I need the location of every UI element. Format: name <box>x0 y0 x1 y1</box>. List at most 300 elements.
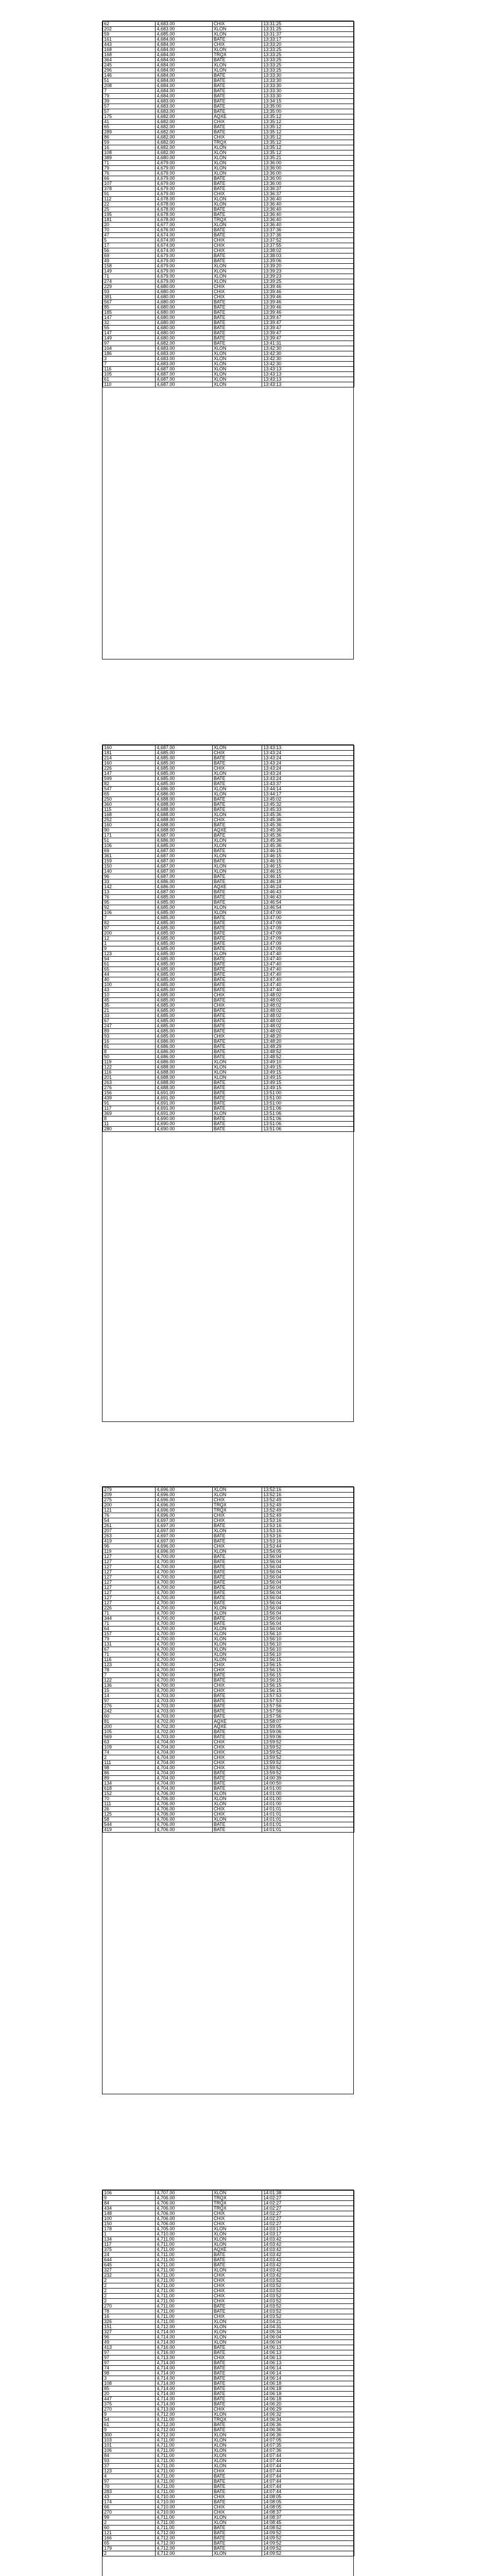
table-row <box>103 1735 354 1740</box>
venue-cell: XLON <box>212 2319 262 2325</box>
price-cell: 4,674.00 <box>156 238 212 243</box>
time-cell: 13:43:24 <box>262 756 354 761</box>
time-cell: 13:47:09 <box>262 946 354 952</box>
price-cell: 4,700.00 <box>156 1616 212 1621</box>
table-row <box>103 1755 354 1760</box>
venue-cell: TRQX <box>212 2196 262 2201</box>
table-row <box>103 833 354 838</box>
table-row <box>103 1699 354 1704</box>
venue-cell: CHIX <box>212 2355 262 2361</box>
price-cell: 4,685.00 <box>156 895 212 900</box>
venue-cell: BATE <box>212 1693 262 1699</box>
table-row <box>103 37 354 42</box>
time-cell: 14:07:44 <box>262 2464 354 2469</box>
shares-cell: 74 <box>103 2366 156 2371</box>
time-cell: 13:42:30 <box>262 357 354 362</box>
venue-cell: BATE <box>212 1673 262 1678</box>
time-cell: 13:47:40 <box>262 972 354 977</box>
time-cell: 14:06:32 <box>262 2412 354 2417</box>
time-cell: 14:03:52 <box>262 2314 354 2319</box>
venue-cell: XLON <box>212 362 262 367</box>
price-cell: 4,700.00 <box>156 1683 212 1688</box>
venue-cell: CHIX <box>212 2222 262 2227</box>
time-cell: 13:46:15 <box>262 859 354 864</box>
price-cell: 4,680.00 <box>156 320 212 326</box>
venue-cell: CHIX <box>212 2299 262 2304</box>
price-cell: 4,685.00 <box>156 921 212 926</box>
time-cell: 13:52:16 <box>262 1493 354 1498</box>
price-cell: 4,703.00 <box>156 1704 212 1709</box>
time-cell: 14:09:52 <box>262 2541 354 2546</box>
table-row <box>103 1580 354 1585</box>
time-cell: 14:07:05 <box>262 2438 354 2443</box>
time-cell: 13:59:06 <box>262 1735 354 1740</box>
table-row <box>103 761 354 766</box>
price-cell: 4,685.00 <box>156 1034 212 1039</box>
shares-cell: 280 <box>103 1127 156 1132</box>
time-cell: 13:39:23 <box>262 274 354 279</box>
table-row <box>103 1647 354 1652</box>
shares-cell: 127 <box>103 1580 156 1585</box>
shares-cell: 7 <box>103 1673 156 1678</box>
price-cell: 4,711.00 <box>156 2278 212 2283</box>
price-cell: 4,712.00 <box>156 2412 212 2417</box>
shares-cell: 361 <box>103 854 156 859</box>
table-row <box>103 2505 354 2510</box>
table-row <box>103 1065 354 1070</box>
table-row <box>103 1797 354 1802</box>
venue-cell: XLON <box>212 2459 262 2464</box>
table-row <box>103 2216 354 2222</box>
price-cell: 4,686.00 <box>156 1039 212 1044</box>
price-cell: 4,714.00 <box>156 2330 212 2335</box>
price-cell: 4,685.00 <box>156 900 212 905</box>
shares-cell: 136 <box>103 1683 156 1688</box>
venue-cell: BATE <box>212 1730 262 1735</box>
venue-cell: BATE <box>212 1621 262 1626</box>
table-row <box>103 2222 354 2227</box>
venue-cell: XLON <box>212 1487 262 1493</box>
price-cell: 4,697.00 <box>156 1539 212 1544</box>
price-cell: 4,686.00 <box>156 787 212 792</box>
time-cell: 13:46:24 <box>262 885 354 890</box>
time-cell: 13:35:00 <box>262 104 354 109</box>
shares-cell: 61 <box>103 2422 156 2428</box>
time-cell: 13:39:47 <box>262 331 354 336</box>
price-cell: 4,684.00 <box>156 68 212 73</box>
time-cell: 13:59:05 <box>262 1724 354 1730</box>
table-row <box>103 2397 354 2402</box>
venue-cell: XLON <box>212 771 262 776</box>
price-cell: 4,684.00 <box>156 78 212 83</box>
venue-cell: XLON <box>212 1111 262 1116</box>
venue-cell: XLON <box>212 367 262 372</box>
table-row <box>103 2407 354 2412</box>
shares-cell: 43 <box>103 2495 156 2500</box>
shares-cell: 76 <box>103 171 156 176</box>
price-cell: 4,711.00 <box>156 2273 212 2278</box>
time-cell: 13:37:52 <box>262 238 354 243</box>
price-cell: 4,710.00 <box>156 2500 212 2505</box>
price-cell: 4,687.00 <box>156 382 212 387</box>
time-cell: 14:01:01 <box>262 1817 354 1822</box>
shares-cell: 117 <box>103 1106 156 1111</box>
table-row <box>103 382 354 387</box>
table-row <box>103 2196 354 2201</box>
shares-cell: 1 <box>103 941 156 946</box>
table-row <box>103 2479 354 2484</box>
price-cell: 4,685.00 <box>156 766 212 771</box>
price-cell: 4,696.00 <box>156 1549 212 1554</box>
venue-cell: CHIX <box>212 295 262 300</box>
price-cell: 4,696.00 <box>156 1487 212 1493</box>
table-row <box>103 156 354 161</box>
price-cell: 4,700.00 <box>156 1632 212 1637</box>
time-cell: 14:07:44 <box>262 2484 354 2489</box>
shares-cell: 2 <box>103 1755 156 1760</box>
shares-cell: 93 <box>103 2459 156 2464</box>
table-row <box>103 1539 354 1544</box>
price-cell: 4,691.00 <box>156 1101 212 1106</box>
shares-cell: 413 <box>103 2345 156 2350</box>
table-row <box>103 756 354 761</box>
venue-cell: XLON <box>212 156 262 161</box>
shares-cell: 84 <box>103 2201 156 2206</box>
venue-cell: BATE <box>212 2422 262 2428</box>
time-cell: 14:06:20 <box>262 2402 354 2407</box>
price-cell: 4,703.00 <box>156 1693 212 1699</box>
price-cell: 4,682.00 <box>156 140 212 145</box>
time-cell: 13:36:00 <box>262 181 354 187</box>
price-cell: 4,679.00 <box>156 187 212 192</box>
venue-cell: CHIX <box>212 1812 262 1817</box>
time-cell: 13:46:15 <box>262 874 354 879</box>
time-cell: 13:51:06 <box>262 1127 354 1132</box>
price-cell: 4,685.00 <box>156 957 212 962</box>
time-cell: 14:03:52 <box>262 2289 354 2294</box>
price-cell: 4,685.00 <box>156 977 212 982</box>
time-cell: 13:46:43 <box>262 890 354 895</box>
table-row <box>103 874 354 879</box>
time-cell: 14:01:00 <box>262 1791 354 1797</box>
table-row <box>103 202 354 207</box>
table-row <box>103 140 354 145</box>
shares-cell: 447 <box>103 2397 156 2402</box>
shares-cell: 67 <box>103 1019 156 1024</box>
table-row <box>103 854 354 859</box>
venue-cell: CHIX <box>212 1745 262 1750</box>
price-cell: 4,687.00 <box>156 869 212 874</box>
venue-cell: CHIX <box>212 1498 262 1503</box>
shares-cell: 344 <box>103 1616 156 1621</box>
venue-cell: CHIX <box>212 2505 262 2510</box>
time-cell: 13:39:25 <box>262 279 354 284</box>
shares-cell: 14 <box>103 1693 156 1699</box>
time-cell: 13:45:02 <box>262 797 354 802</box>
table-row <box>103 1683 354 1688</box>
venue-cell: BATE <box>212 941 262 946</box>
table-row <box>103 1575 354 1580</box>
time-cell: 13:56:15 <box>262 1673 354 1678</box>
shares-cell: 71 <box>103 1611 156 1616</box>
time-cell: 13:56:15 <box>262 1688 354 1693</box>
time-cell: 13:45:36 <box>262 838 354 843</box>
time-cell: 14:06:18 <box>262 2392 354 2397</box>
price-cell: 4,711.00 <box>156 2237 212 2242</box>
shares-cell: 121 <box>103 1508 156 1513</box>
table-row <box>103 2551 354 2556</box>
price-cell: 4,704.00 <box>156 1750 212 1755</box>
shares-cell: 274 <box>103 279 156 284</box>
table-row <box>103 2443 354 2448</box>
price-cell: 4,704.00 <box>156 1786 212 1791</box>
time-cell: 13:39:47 <box>262 320 354 326</box>
table-row <box>103 284 354 290</box>
price-cell: 4,702.00 <box>156 1730 212 1735</box>
time-cell: 14:04:21 <box>262 2319 354 2325</box>
table-row <box>103 181 354 187</box>
price-cell: 4,712.00 <box>156 2551 212 2556</box>
shares-cell: 119 <box>103 1549 156 1554</box>
price-cell: 4,687.00 <box>156 372 212 377</box>
venue-cell: CHIX <box>212 2278 262 2283</box>
trade-table <box>102 2190 354 2556</box>
table-row <box>103 1080 354 1086</box>
table-row <box>103 351 354 357</box>
venue-cell: BATE <box>212 253 262 259</box>
time-cell: 14:08:45 <box>262 2520 354 2526</box>
shares-cell: 20 <box>103 2392 156 2397</box>
venue-cell: XLON <box>212 1626 262 1632</box>
shares-cell: 152 <box>103 1791 156 1797</box>
table-row <box>103 27 354 32</box>
table-row <box>103 1596 354 1601</box>
shares-cell: 79 <box>103 1637 156 1642</box>
venue-cell: BATE <box>212 1709 262 1714</box>
table-row <box>103 2278 354 2283</box>
table-row <box>103 42 354 47</box>
venue-cell: BATE <box>212 336 262 341</box>
time-cell: 13:35:12 <box>262 135 354 140</box>
venue-cell: BATE <box>212 2541 262 2546</box>
shares-cell: 229 <box>103 284 156 290</box>
table-row <box>103 941 354 946</box>
shares-cell: 166 <box>103 2536 156 2541</box>
time-cell: 13:47:00 <box>262 916 354 921</box>
table-row <box>103 1657 354 1663</box>
time-cell: 13:56:10 <box>262 1642 354 1647</box>
table-row <box>103 1678 354 1683</box>
time-cell: 14:02:27 <box>262 2201 354 2206</box>
table-row <box>103 53 354 58</box>
venue-cell: BATE <box>212 228 262 233</box>
venue-cell: BATE <box>212 1086 262 1091</box>
shares-cell: 62 <box>103 22 156 27</box>
price-cell: 4,700.00 <box>156 1554 212 1560</box>
shares-cell: 200 <box>103 931 156 936</box>
price-cell: 4,710.00 <box>156 2495 212 2500</box>
venue-cell: BATE <box>212 823 262 828</box>
time-cell: 13:56:04 <box>262 1554 354 1560</box>
venue-cell: BATE <box>212 2397 262 2402</box>
time-cell: 13:56:10 <box>262 1652 354 1657</box>
time-cell: 14:02:27 <box>262 2216 354 2222</box>
shares-cell: 151 <box>103 2325 156 2330</box>
shares-cell: 1 <box>103 2232 156 2237</box>
venue-cell: BATE <box>212 310 262 315</box>
price-cell: 4,700.00 <box>156 1668 212 1673</box>
shares-cell: 168 <box>103 47 156 53</box>
table-row <box>103 792 354 797</box>
price-cell: 4,710.00 <box>156 2505 212 2510</box>
shares-cell: 296 <box>103 68 156 73</box>
price-cell: 4,711.00 <box>156 2448 212 2453</box>
price-cell: 4,685.00 <box>156 952 212 957</box>
price-cell: 4,711.00 <box>156 2479 212 2484</box>
shares-cell: 81 <box>103 1044 156 1049</box>
price-cell: 4,685.00 <box>156 926 212 931</box>
time-cell: 14:08:52 <box>262 2526 354 2531</box>
table-row <box>103 1508 354 1513</box>
table-row <box>103 2237 354 2242</box>
table-row <box>103 2325 354 2330</box>
table-row <box>103 1766 354 1771</box>
shares-cell: 16 <box>103 2314 156 2319</box>
venue-cell: XLON <box>212 745 262 751</box>
price-cell: 4,706.00 <box>156 2216 212 2222</box>
price-cell: 4,682.00 <box>156 135 212 140</box>
shares-cell: 61 <box>103 377 156 382</box>
price-cell: 4,714.00 <box>156 2402 212 2407</box>
venue-cell: CHIX <box>212 751 262 756</box>
time-cell: 13:56:04 <box>262 1596 354 1601</box>
table-row <box>103 2536 354 2541</box>
time-cell: 13:47:09 <box>262 926 354 931</box>
shares-cell: 369 <box>103 1111 156 1116</box>
shares-cell: 209 <box>103 1493 156 1498</box>
time-cell: 13:35:12 <box>262 130 354 135</box>
table-row <box>103 2330 354 2335</box>
time-cell: 13:47:40 <box>262 957 354 962</box>
table-row <box>103 1688 354 1693</box>
time-cell: 14:06:36 <box>262 2428 354 2433</box>
price-cell: 4,685.00 <box>156 946 212 952</box>
venue-cell: XLON <box>212 1652 262 1657</box>
price-cell: 4,678.00 <box>156 207 212 212</box>
venue-cell: CHIX <box>212 238 262 243</box>
price-cell: 4,700.00 <box>156 1560 212 1565</box>
shares-cell: 71 <box>103 161 156 166</box>
table-row <box>103 1704 354 1709</box>
time-cell: 14:06:14 <box>262 2371 354 2376</box>
shares-cell: 91 <box>103 192 156 197</box>
time-cell: 13:36:40 <box>262 212 354 217</box>
table-row <box>103 1709 354 1714</box>
table-row <box>103 1585 354 1590</box>
time-cell: 13:45:36 <box>262 843 354 849</box>
venue-cell: BATE <box>212 1616 262 1621</box>
price-cell: 4,680.00 <box>156 326 212 331</box>
shares-cell: 127 <box>103 1570 156 1575</box>
time-cell: 13:39:46 <box>262 300 354 305</box>
table-row <box>103 315 354 320</box>
price-cell: 4,706.00 <box>156 2222 212 2227</box>
table-row <box>103 802 354 807</box>
shares-cell: 76 <box>103 1513 156 1518</box>
table-row <box>103 2520 354 2526</box>
shares-cell: 2 <box>103 2283 156 2289</box>
table-row <box>103 171 354 176</box>
table-row <box>103 797 354 802</box>
shares-cell: 101 <box>103 2443 156 2448</box>
time-cell: 13:52:16 <box>262 1487 354 1493</box>
table-row <box>103 2350 354 2355</box>
venue-cell: BATE <box>212 1714 262 1719</box>
time-cell: 13:56:04 <box>262 1626 354 1632</box>
time-cell: 13:35:12 <box>262 150 354 156</box>
venue-cell: AQXE <box>212 885 262 890</box>
time-cell: 14:06:04 <box>262 2335 354 2340</box>
venue-cell: CHIX <box>212 120 262 125</box>
venue-cell: XLON <box>212 382 262 387</box>
trade-table <box>102 21 354 387</box>
time-cell: 13:56:04 <box>262 1575 354 1580</box>
price-cell: 4,679.00 <box>156 161 212 166</box>
shares-cell: 111 <box>103 1802 156 1807</box>
price-cell: 4,711.00 <box>156 2474 212 2479</box>
venue-cell: BATE <box>212 83 262 89</box>
price-cell: 4,683.00 <box>156 346 212 351</box>
time-cell: 14:08:05 <box>262 2495 354 2500</box>
time-cell: 13:47:40 <box>262 967 354 972</box>
time-cell: 13:35:12 <box>262 125 354 130</box>
venue-cell: XLON <box>212 854 262 859</box>
table-row <box>103 2299 354 2304</box>
venue-cell: BATE <box>212 1575 262 1580</box>
venue-cell: BATE <box>212 807 262 812</box>
price-cell: 4,706.00 <box>156 1797 212 1802</box>
time-cell: 14:01:38 <box>262 2191 354 2196</box>
table-row <box>103 2345 354 2350</box>
price-cell: 4,685.00 <box>156 751 212 756</box>
table-row <box>103 1802 354 1807</box>
shares-cell: 86 <box>103 135 156 140</box>
time-cell: 14:03:17 <box>262 2232 354 2237</box>
price-cell: 4,684.00 <box>156 47 212 53</box>
price-cell: 4,714.00 <box>156 2361 212 2366</box>
table-row <box>103 326 354 331</box>
time-cell: 13:45:36 <box>262 828 354 833</box>
table-row <box>103 2464 354 2469</box>
venue-cell: XLON <box>212 197 262 202</box>
shares-cell: 69 <box>103 849 156 854</box>
time-cell: 14:03:52 <box>262 2278 354 2283</box>
venue-cell: BATE <box>212 259 262 264</box>
time-cell: 13:52:49 <box>262 1503 354 1508</box>
table-row <box>103 1513 354 1518</box>
table-row <box>103 346 354 351</box>
table-row <box>103 2371 354 2376</box>
shares-cell: 107 <box>103 181 156 187</box>
venue-cell: BATE <box>212 962 262 967</box>
venue-cell: CHIX <box>212 248 262 253</box>
venue-cell: CHIX <box>212 2510 262 2515</box>
price-cell: 4,702.00 <box>156 1719 212 1724</box>
venue-cell: XLON <box>212 1647 262 1652</box>
price-cell: 4,700.00 <box>156 1673 212 1678</box>
venue-cell: BATE <box>212 890 262 895</box>
price-cell: 4,712.00 <box>156 2433 212 2438</box>
